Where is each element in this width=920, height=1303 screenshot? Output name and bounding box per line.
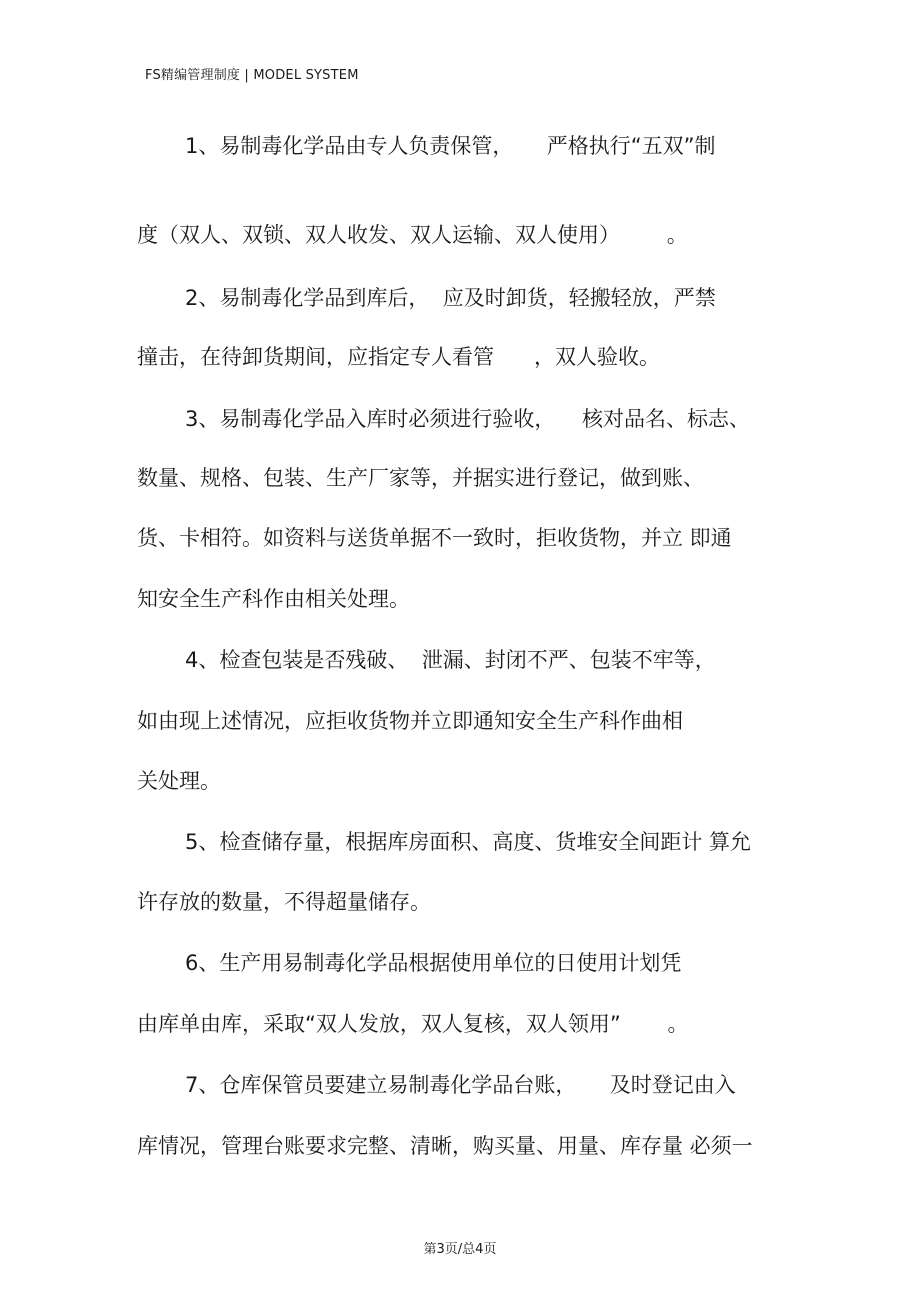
paragraph-2-line-1: 2、易制毒化学品到库后， 应及时卸货，轻搬轻放，严禁 bbox=[185, 286, 716, 310]
paragraph-7-line-2: 库情况，管理台账要求完整、清晰，购买量、用量、库存量 必须一 bbox=[137, 1134, 753, 1158]
paragraph-6-line-1: 6、生产用易制毒化学品根据使用单位的日使用计划凭 bbox=[185, 951, 682, 975]
paragraph-1-line-1: 1、易制毒化学品由专人负责保管， 严格执行“五双”制 bbox=[185, 134, 716, 158]
paragraph-3-line-3: 货、卡相符。如资料与送货单据不一致时，拒收货物，并立 即通 bbox=[137, 526, 732, 550]
paragraph-5-line-1: 5、检查储存量，根据库房面积、高度、货堆安全间距计 算允 bbox=[185, 830, 752, 854]
paragraph-6-line-2: 由库单由库，采取“双人发放，双人复核，双人领用” 。 bbox=[137, 1012, 689, 1036]
paragraph-4-line-1: 4、检查包装是否残破、 泄漏、封闭不严、包装不牢等， bbox=[185, 648, 716, 672]
paragraph-7-line-1: 7、仓库保管员要建立易制毒化学品台账， 及时登记由入 bbox=[185, 1073, 736, 1097]
paragraph-1-line-2: 度（双人、双锁、双人收发、双人运输、双人使用） 。 bbox=[137, 223, 688, 247]
paragraph-3-line-1: 3、易制毒化学品入库时必须进行验收， 核对品名、标志、 bbox=[185, 407, 751, 431]
paragraph-2-line-2: 撞击，在待卸货期间，应指定专人看管 ，双人验收。 bbox=[137, 345, 661, 369]
paragraph-3-line-2: 数量、规格、包装、生产厂家等，并据实进行登记，做到账、 bbox=[137, 466, 704, 490]
paragraph-4-line-2: 如由现上述情况，应拒收货物并立即通知安全生产科作曲相 bbox=[137, 709, 683, 733]
page-header: FS精编管理制度 | MODEL SYSTEM bbox=[145, 68, 359, 83]
paragraph-5-line-2: 许存放的数量，不得超量储存。 bbox=[137, 890, 431, 914]
paragraph-4-line-3: 关处理。 bbox=[137, 769, 221, 793]
paragraph-3-line-4: 知安全生产科作由相关处理。 bbox=[137, 587, 410, 611]
page-footer: 第3页/总4页 bbox=[423, 1242, 497, 1257]
